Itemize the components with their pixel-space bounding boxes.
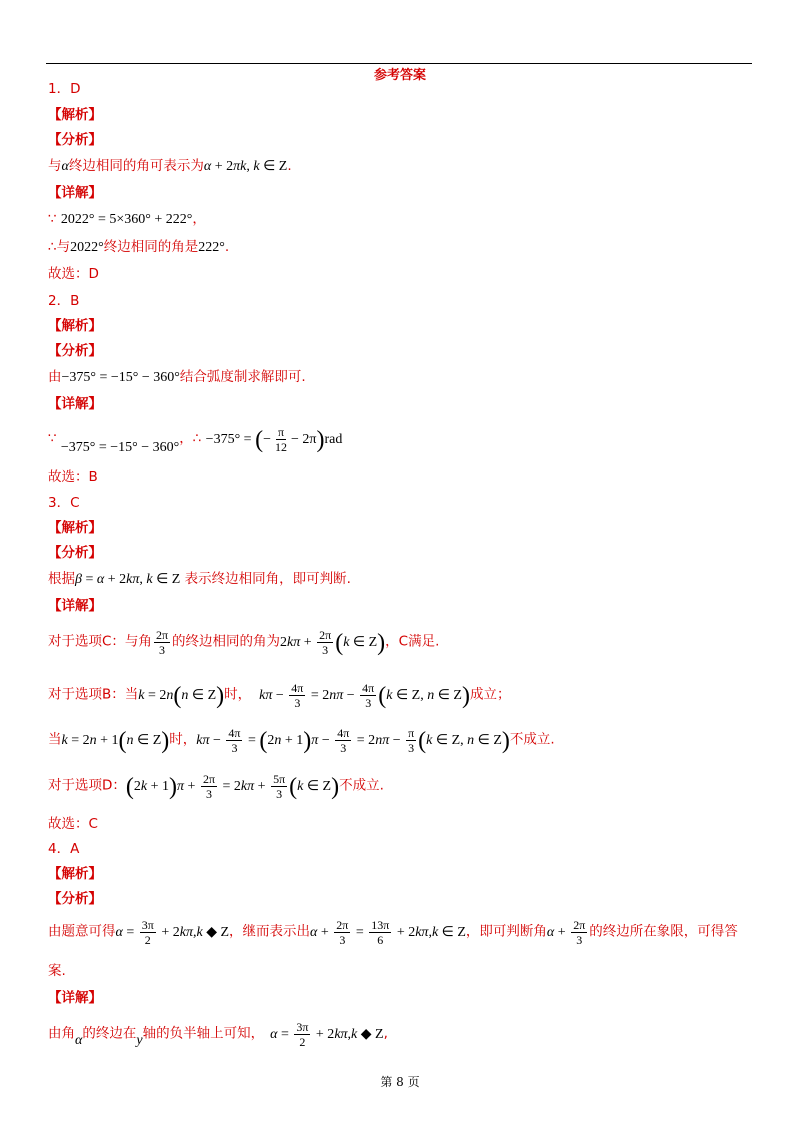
q1-detail-label: 【详解】 — [48, 185, 102, 201]
page-title: 参考答案 — [373, 68, 426, 83]
q1-answer: 1．D — [48, 81, 81, 97]
q3-fenxi-label: 【分析】 — [48, 545, 102, 561]
q2-jiexi-label: 【解析】 — [48, 318, 102, 334]
q3-jiexi-label: 【解析】 — [48, 520, 102, 536]
q1-choice: 故选：D — [48, 266, 99, 282]
q2-analysis-text: 由−375° = −15° − 360°结合弧度制求解即可. — [48, 369, 306, 385]
q2-choice: 故选：B — [48, 469, 98, 485]
q3-option-c: 对于选项C：与角 $\frac{2\pi}{3}$ 的终边相同的角为2kπ + $\frac{2\pi}{3}$ (k ∈ Z)，C满足. — [48, 628, 440, 657]
q1-step2: ∴与2022°终边相同的角是222°. — [48, 239, 230, 255]
q4-fenxi-label: 【分析】 — [48, 891, 102, 907]
q2-detail-label: 【详解】 — [48, 396, 102, 412]
q3-option-b-case2: 当k = 2n + 1(n ∈ Z)时，kπ − $\frac{4\pi}{3}$ = (2n + 1)π − $\frac{4\pi}{3}$ = 2nπ − $\frac{\pi}{3}$ (k ∈ Z, n ∈ Z)不成立. — [48, 726, 555, 755]
q4-step1: 由角α的终边在y轴的负半轴上可知， α = $\frac{3\pi}{2}$ + 2kπ,k ◆ Z, — [48, 1020, 388, 1049]
q4-analysis-line1: 由题意可得α = $\frac{3\pi}{2}$ + 2kπ,k ◆ Z，继而表示出α + $\frac{2\pi}{3}$ = $\frac{13\pi}{6}$ + 2kπ,k ∈ Z，即可判断角α + $\frac{2\pi}{3}$ 的终边所在象限，可得答 — [48, 918, 738, 947]
q4-answer: 4．A — [48, 841, 80, 857]
q3-option-d: 对于选项D：(2k + 1)π + $\frac{2\pi}{3}$ = 2kπ + $\frac{5\pi}{3}$ (k ∈ Z)不成立. — [48, 772, 384, 801]
q4-analysis-line2: 案. — [48, 963, 66, 979]
q1-jiexi-label: 【解析】 — [48, 107, 102, 123]
q4-jiexi-label: 【解析】 — [48, 866, 102, 882]
q2-answer: 2．B — [48, 293, 80, 309]
q1-step1: ∵ 2022° = 5×360° + 222°， — [48, 211, 206, 227]
q3-detail-label: 【详解】 — [48, 598, 102, 614]
q3-analysis-text: 根据β = α + 2kπ, k ∈ Z 表示终边相同角，即可判断. — [48, 571, 351, 587]
q3-choice: 故选：C — [48, 816, 98, 832]
page-number: 第 8 页 — [380, 1075, 420, 1089]
q4-detail-label: 【详解】 — [48, 990, 102, 1006]
q3-option-b-case1: 对于选项B：当k = 2n(n ∈ Z)时， kπ − $\frac{4\pi}{3}$ = 2nπ − $\frac{4\pi}{3}$ (k ∈ Z, n ∈ Z)成立； — [48, 681, 511, 710]
q3-answer: 3．C — [48, 495, 80, 511]
q2-fenxi-label: 【分析】 — [48, 343, 102, 359]
q1-fenxi-label: 【分析】 — [48, 132, 102, 148]
q2-step1: ∵ −375° = −15° − 360°，∴ −375° = (− $\frac{\pi}{12}$ − 2π)rad — [48, 425, 343, 455]
q1-analysis-text: 与α终边相同的角可表示为α + 2πk, k ∈ Z. — [48, 158, 292, 174]
